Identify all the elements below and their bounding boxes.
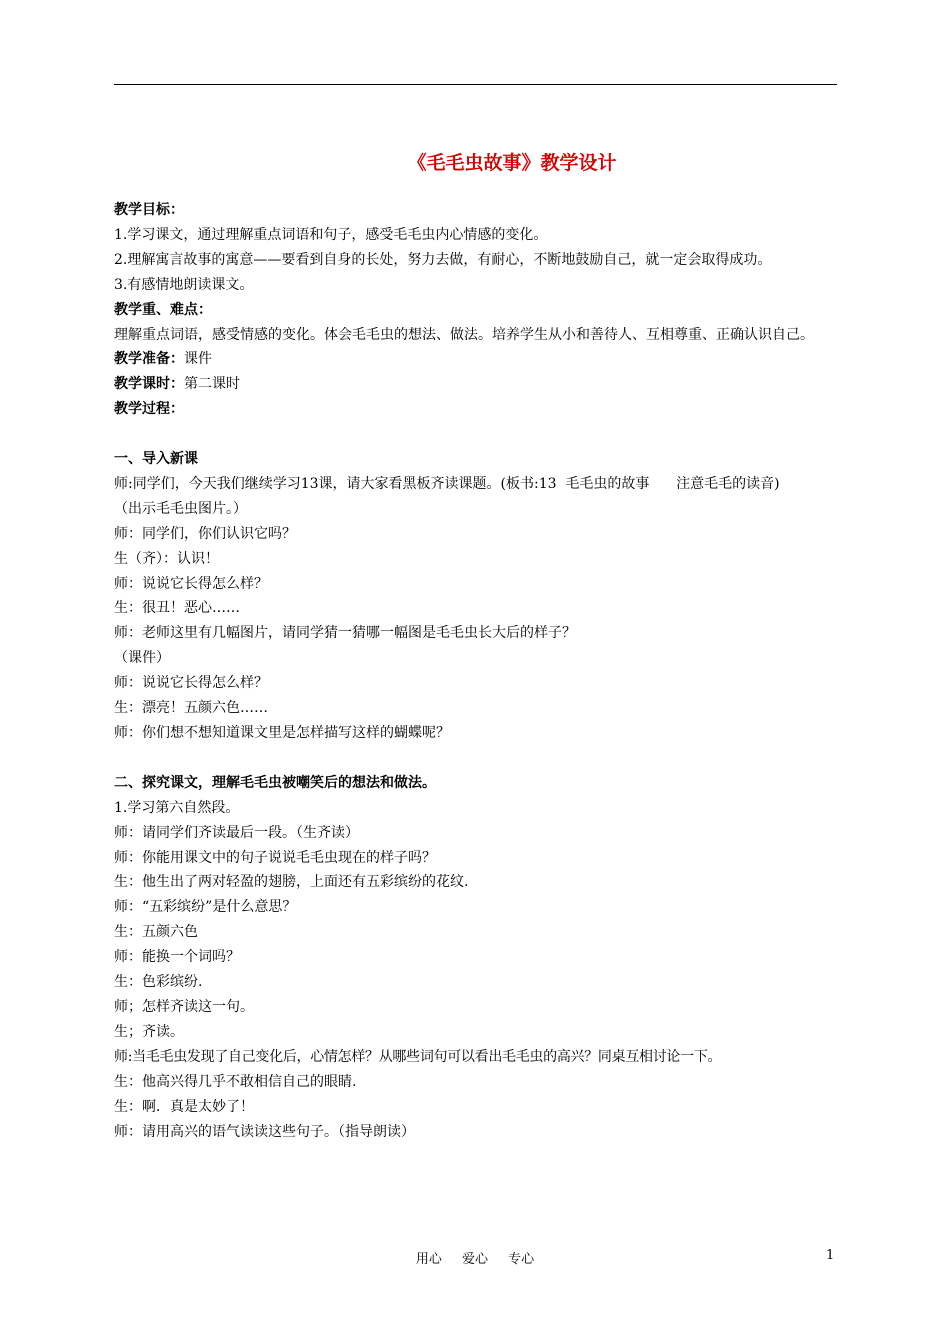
footer-word: 用心 bbox=[415, 1252, 442, 1267]
spacer bbox=[114, 746, 837, 771]
objective-item: 2.理解寓言故事的寓意——要看到自身的长处，努力去做，有耐心，不断地鼓励自己，就一定会取得成功。 bbox=[114, 251, 772, 268]
dialogue-line: 生：五颜六色 bbox=[114, 924, 198, 941]
dialogue-line: 师：你能用课文中的句子说说毛毛虫现在的样子吗？ bbox=[114, 849, 436, 866]
objectives-heading: 教学目标： bbox=[114, 202, 184, 218]
dialogue-line: 师：能换一个词吗？ bbox=[114, 949, 240, 966]
dialogue-line: 生：啊．真是太妙了！ bbox=[114, 1098, 254, 1115]
period-value: 第二课时 bbox=[184, 376, 240, 393]
dialogue-line: 生：色彩缤纷. bbox=[114, 974, 203, 991]
dialogue-line: 师：同学们，你们认识它吗？ bbox=[114, 525, 296, 542]
header-rule bbox=[114, 84, 837, 85]
dialogue-line: 师：请同学们齐读最后一段。（生齐读） bbox=[114, 824, 359, 841]
document-title: 《毛毛虫故事》教学设计 bbox=[407, 152, 617, 174]
dialogue-line: 师:同学们，今天我们继续学习13课，请大家看黑板齐读课题。(板书:13 毛毛虫的故事 注意毛毛的读音) bbox=[114, 475, 780, 492]
key-points-heading: 教学重、难点： bbox=[114, 301, 212, 318]
dialogue-line: 师：老师这里有几幅图片，请同学猜一猜哪一幅图是毛毛虫长大后的样子？ bbox=[114, 625, 576, 642]
dialogue-line: 生：很丑！恶心…… bbox=[114, 600, 240, 617]
dialogue-line: 生：漂亮！五颜六色…… bbox=[114, 700, 268, 717]
page-footer bbox=[0, 1248, 950, 1267]
dialogue-line: 师：说说它长得怎么样？ bbox=[114, 575, 268, 592]
dialogue-line: 生：他高兴得几乎不敢相信自己的眼睛. bbox=[114, 1073, 357, 1090]
period-label: 教学课时： bbox=[114, 376, 184, 393]
section1-heading: 一、导入新课 bbox=[114, 451, 198, 468]
dialogue-line: 师；怎样齐读这一句。 bbox=[114, 998, 254, 1015]
objective-item: 3.有感情地朗读课文。 bbox=[114, 276, 254, 293]
objective-item: 1.学习课文，通过理解重点词语和句子，感受毛毛虫内心情感的变化。 bbox=[114, 226, 548, 243]
footer-word: 专心 bbox=[508, 1252, 535, 1267]
footer-word: 爱心 bbox=[461, 1252, 488, 1267]
dialogue-line: 师：说说它长得怎么样？ bbox=[114, 675, 268, 692]
dialogue-line: 师：“五彩缤纷”是什么意思？ bbox=[114, 899, 297, 916]
dialogue-line: 生：他生出了两对轻盈的翅膀，上面还有五彩缤纷的花纹. bbox=[114, 874, 469, 891]
prep-label: 教学准备： bbox=[114, 351, 184, 368]
page-number: 1 bbox=[826, 1248, 835, 1263]
document-body bbox=[114, 198, 837, 1144]
dialogue-line: 师:当毛毛虫发现了自己变化后，心情怎样？从哪些词句可以看出毛毛虫的高兴？同桌互相讨论一下。 bbox=[114, 1048, 722, 1065]
dialogue-line: 师：请用高兴的语气读读这些句子。（指导朗读） bbox=[114, 1123, 415, 1140]
process-heading: 教学过程： bbox=[114, 401, 184, 418]
dialogue-line: 生（齐）：认识！ bbox=[114, 550, 219, 567]
dialogue-line: 师：你们想不想知道课文里是怎样描写这样的蝴蝶呢？ bbox=[114, 725, 450, 742]
section2-heading: 二、探究课文，理解毛毛虫被嘲笑后的想法和做法。 bbox=[114, 774, 436, 791]
spacer bbox=[114, 422, 837, 447]
prep-value: 课件 bbox=[184, 351, 212, 368]
period-line bbox=[114, 372, 837, 397]
dialogue-line: （出示毛毛虫图片。） bbox=[114, 500, 247, 517]
dialogue-line: 1.学习第六自然段。 bbox=[114, 799, 240, 816]
prep-line bbox=[114, 347, 837, 372]
key-points-text: 理解重点词语，感受情感的变化。体会毛毛虫的想法、做法。培养学生从小和善待人、互相尊重、正确认识自己。 bbox=[114, 326, 814, 343]
dialogue-line: 生；齐读。 bbox=[114, 1023, 184, 1040]
dialogue-line: （课件） bbox=[114, 650, 170, 667]
